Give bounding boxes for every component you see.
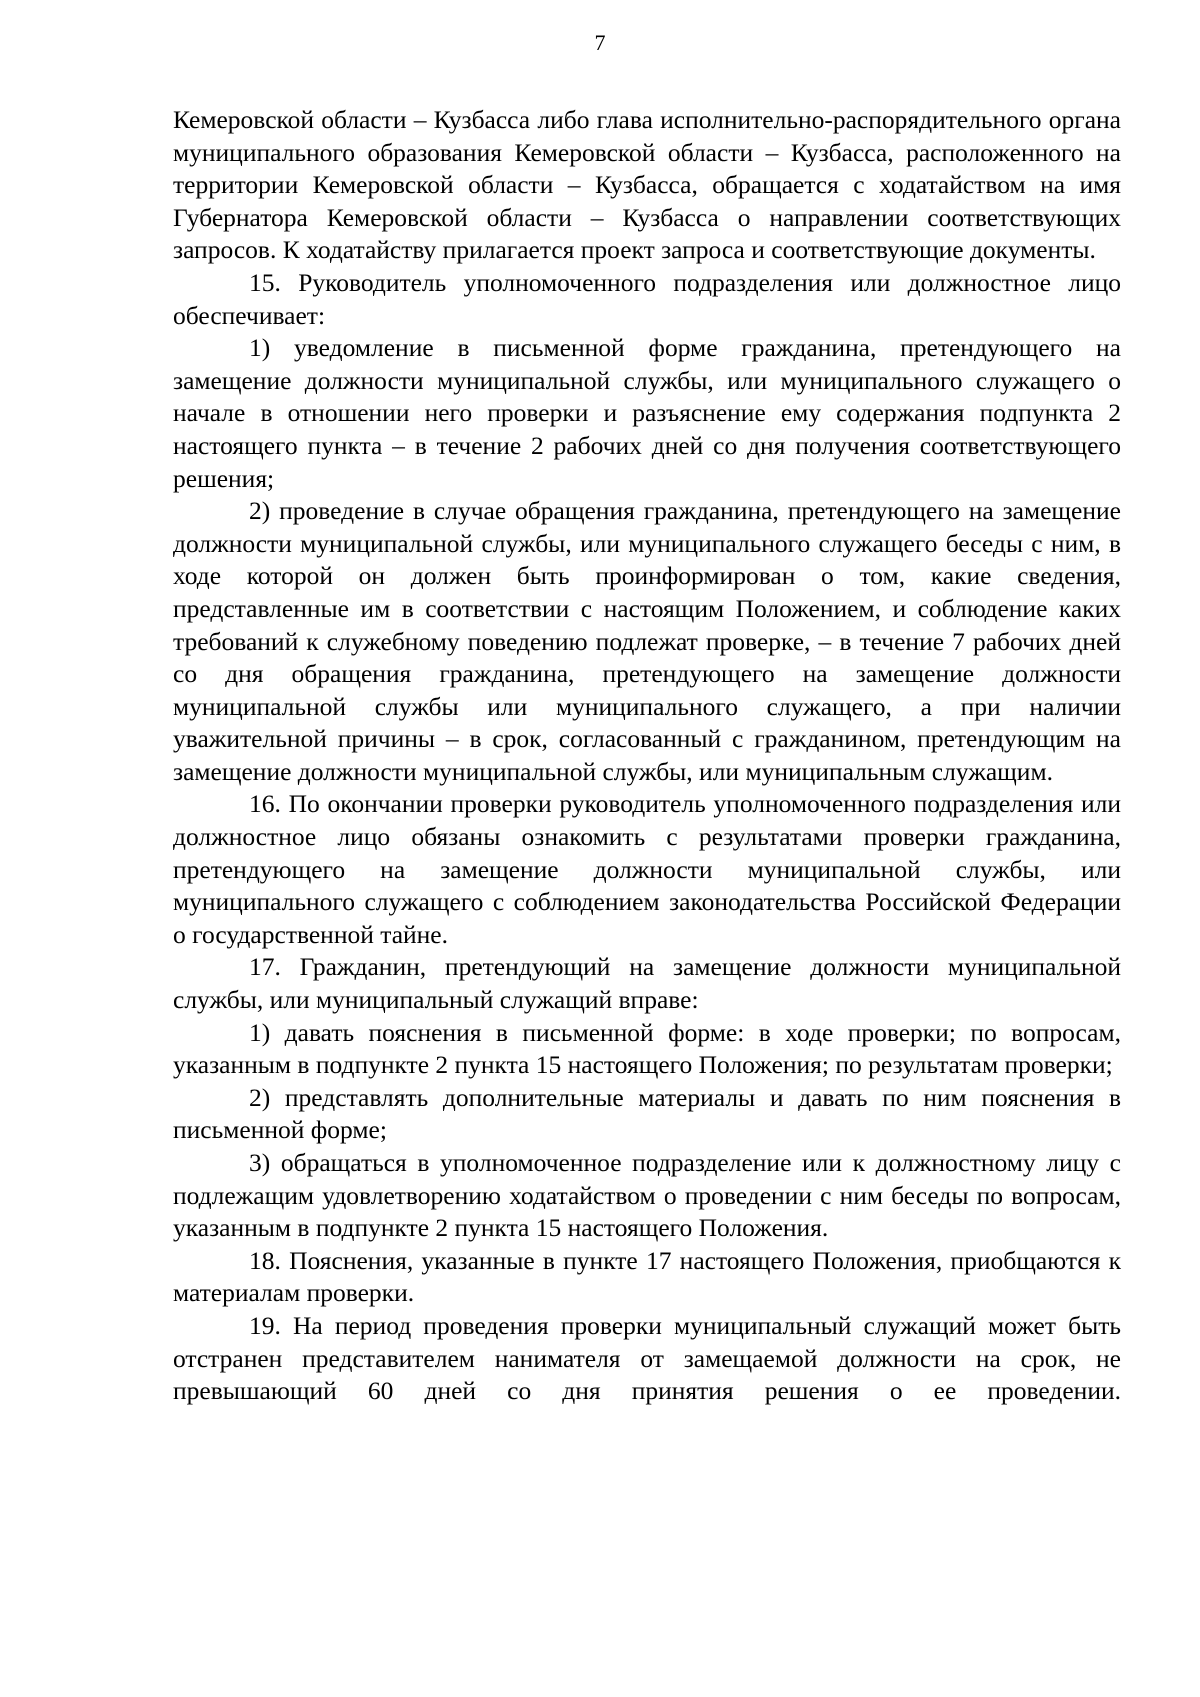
paragraph-item-19: 19. На период проведения проверки муниципальный служащий может быть отстранен представителем нанимателя от замещаемой должности на срок, не превышающий 60 дней со дня принятия решения о ее проведении. xyxy=(173,1310,1121,1406)
paragraph-item-17-3: 3) обращаться в уполномоченное подразделение или к должностному лицу с подлежащим удовлетворению ходатайством о проведении с ним беседы по вопросам, указанным в подпункте 2 пункта 15 настоящего Положения. xyxy=(173,1148,1121,1243)
paragraph-item-17-2: 2) представлять дополнительные материалы и давать по ним пояснения в письменной форме; xyxy=(173,1082,1121,1145)
paragraph-item-17: 17. Гражданин, претендующий на замещение должности муниципальной службы, или муниципальный служащий вправе: xyxy=(173,952,1121,1015)
paragraph-item-16: 16. По окончании проверки руководитель уполномоченного подразделения или должностное лицо обязаны ознакомить с результатами проверки гражданина, претендующего на замещение должности муниципальной службы, или муниципального служащего с соблюдением законодательства Российской Федерации о государственной тайне. xyxy=(173,789,1121,949)
paragraph-item-15-2: 2) проведение в случае обращения гражданина, претендующего на замещение должности муниципальной службы, или муниципального служащего беседы с ним, в ходе которой он должен быть проинформирован о том, какие сведения, представленные им в соответствии с настоящим Положением, и соблюдение каких требований к служебному поведению подлежат проверке, – в течение 7 рабочих дней со дня обращения гражданина, претендующего на замещение должности муниципальной службы или муниципального служащего, а при наличии уважительной причины – в срок, согласованный с гражданином, претендующим на замещение должности муниципальной службы, или муниципальным служащим. xyxy=(173,496,1121,786)
paragraph-item-18: 18. Пояснения, указанные в пункте 17 настоящего Положения, приобщаются к материалам проверки. xyxy=(173,1245,1121,1308)
page-number: 7 xyxy=(594,30,606,55)
document-body xyxy=(173,104,1121,1408)
paragraph-item-15: 15. Руководитель уполномоченного подразделения или должностное лицо обеспечивает: xyxy=(173,267,1121,330)
paragraph-continuation: Кемеровской области – Кузбасса либо глава исполнительно-распорядительного органа муниципального образования Кемеровской области – Кузбасса, расположенного на территории Кемеровской области – Кузбасса, обращается с ходатайством на имя Губернатора Кемеровской области – Кузбасса о направлении соответствующих запросов. К ходатайству прилагается проект запроса и соответствующие документы. xyxy=(173,105,1121,265)
paragraph-item-15-1: 1) уведомление в письменной форме гражданина, претендующего на замещение должности муниципальной службы, или муниципального служащего о начале в отношении него проверки и разъяснение ему содержания подпункта 2 настоящего пункта – в течение 2 рабочих дней со дня получения соответствующего решения; xyxy=(173,333,1121,493)
paragraph-item-17-1: 1) давать пояснения в письменной форме: в ходе проверки; по вопросам, указанным в подпункте 2 пункта 15 настоящего Положения; по результатам проверки; xyxy=(173,1017,1121,1080)
